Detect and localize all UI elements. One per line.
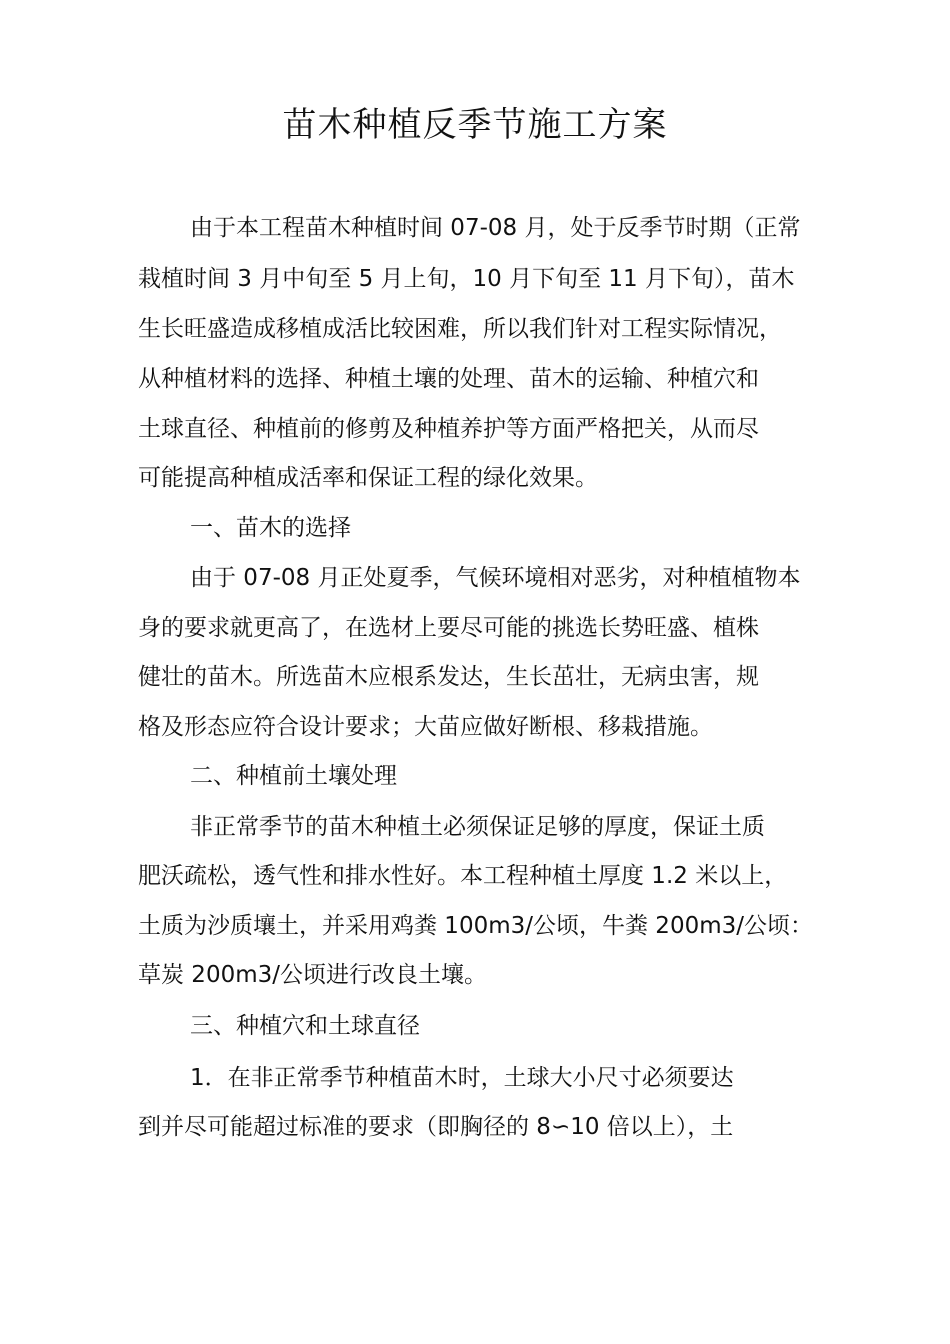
paragraph-line: 格及形态应符合设计要求；大苗应做好断根、移栽措施。 [138, 714, 713, 740]
paragraph-line: 土球直径、种植前的修剪及种植养护等方面严格把关，从而尽 [138, 416, 759, 442]
paragraph-line: 1．在非正常季节种植苗木时，土球大小尺寸必须要达 [190, 1065, 734, 1091]
paragraph-line: 非正常季节的苗木种植土必须保证足够的厚度，保证土质 [190, 814, 765, 840]
paragraph-line: 生长旺盛造成移植成活比较困难，所以我们针对工程实际情况， [138, 316, 782, 342]
paragraph-line: 肥沃疏松，透气性和排水性好。本工程种植土厚度 1.2 米以上， [138, 863, 788, 889]
paragraph-line: 栽植时间 3 月中旬至 5 月上旬，10 月下旬至 11 月下旬），苗木 [138, 266, 795, 292]
section-heading: 二、种植前土壤处理 [190, 763, 397, 789]
paragraph-line: 健壮的苗木。所选苗木应根系发达，生长茁壮，无病虫害，规 [138, 664, 759, 690]
paragraph-line: 到并尽可能超过标准的要求（即胸径的 8∽10 倍以上），土 [138, 1114, 734, 1140]
paragraph-line: 草炭 200m3/公顷进行改良土壤。 [138, 962, 487, 988]
section-heading: 一、苗木的选择 [190, 515, 351, 541]
paragraph-line: 可能提高种植成活率和保证工程的绿化效果。 [138, 465, 598, 491]
paragraph-line: 由于 07-08 月正处夏季，气候环境相对恶劣，对种植植物本 [190, 565, 801, 591]
section-heading: 三、种植穴和土球直径 [190, 1013, 420, 1039]
paragraph-line: 由于本工程苗木种植时间 07-08 月，处于反季节时期（正常 [190, 215, 801, 241]
paragraph-line: 从种植材料的选择、种植土壤的处理、苗木的运输、种植穴和 [138, 366, 759, 392]
document-title: 苗木种植反季节施工方案 [282, 105, 668, 145]
paragraph-line: 土质为沙质壤土，并采用鸡粪 100m3/公顷，牛粪 200m3/公顷： [138, 913, 813, 939]
paragraph-line: 身的要求就更高了，在选材上要尽可能的挑选长势旺盛、植株 [138, 615, 759, 641]
